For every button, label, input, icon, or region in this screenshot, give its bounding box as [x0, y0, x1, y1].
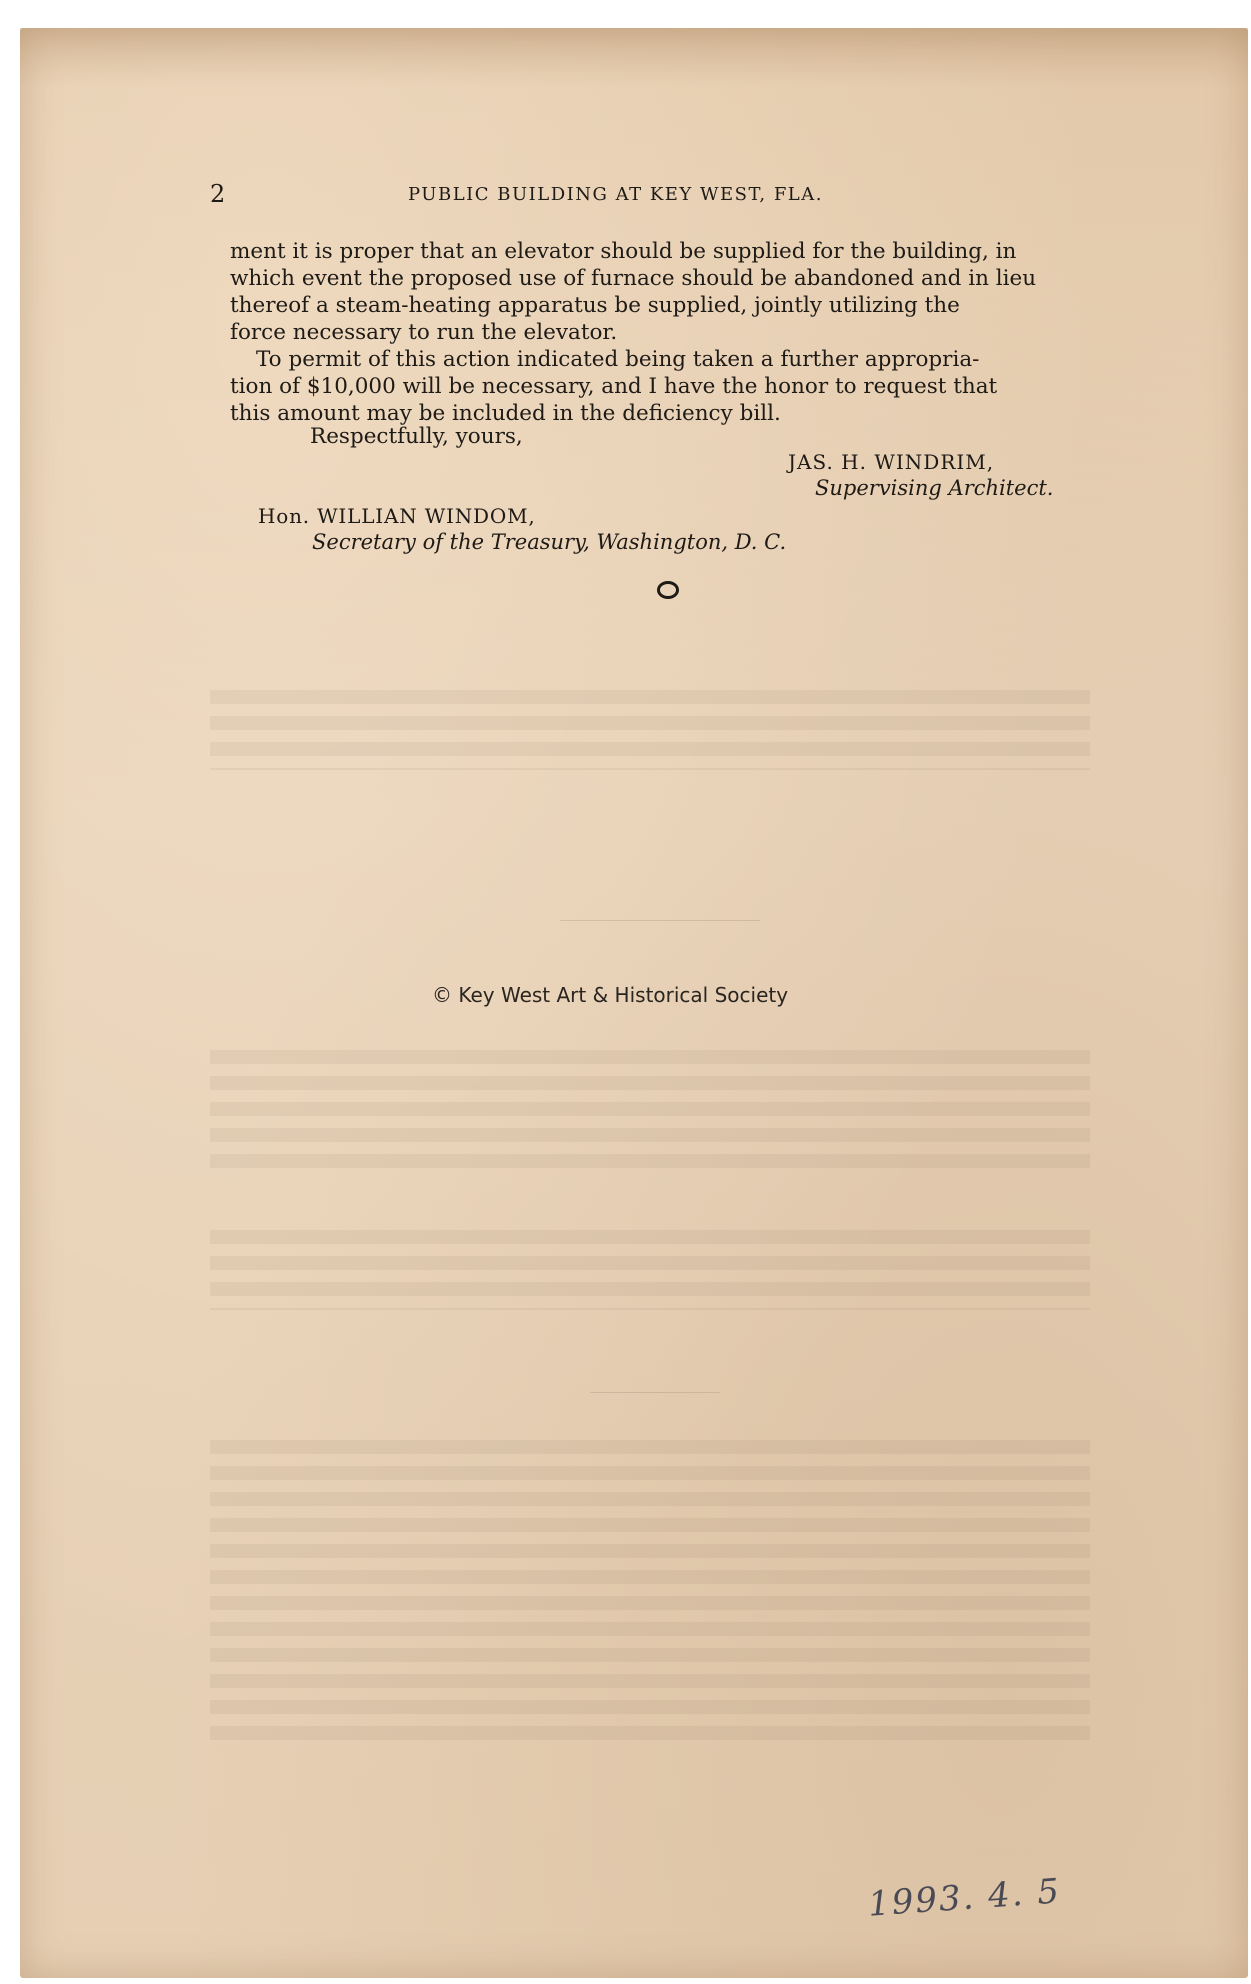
text-line: this amount may be included in the deficiency bill. — [230, 401, 781, 426]
recipient-title: Secretary of the Treasury, Washington, D. C. — [312, 530, 787, 554]
catalog-number: 1993. 4. 5 — [866, 1871, 1063, 1925]
copyright-watermark: © Key West Art & Historical Society — [432, 983, 789, 1007]
text-line: ment it is proper that an elevator should be supplied for the building, in — [230, 239, 1017, 264]
text-line: To permit of this action indicated being taken a further appropria- — [256, 347, 980, 372]
text-line: force necessary to run the elevator. — [230, 320, 618, 345]
show-through-rule — [560, 920, 760, 921]
running-title: PUBLIC BUILDING AT KEY WEST, FLA. — [408, 184, 823, 205]
page-number: 2 — [210, 180, 227, 208]
page-header — [210, 180, 1110, 210]
closing-salutation: Respectfully, yours, — [310, 424, 523, 449]
text-line: thereof a steam-heating apparatus be supplied, jointly utilizing the — [230, 293, 960, 318]
show-through-block — [210, 690, 1090, 770]
paragraph-2 — [230, 346, 1112, 427]
end-mark-icon — [657, 581, 679, 599]
show-through-block — [210, 1230, 1090, 1310]
signer-name: JAS. H. WINDRIM, — [788, 450, 995, 474]
show-through-block — [210, 1440, 1090, 1740]
recipient-name: Hon. WILLIAN WINDOM, — [258, 504, 536, 528]
text-line: which event the proposed use of furnace should be abandoned and in lieu — [230, 266, 1037, 291]
paragraph-1 — [230, 238, 1112, 346]
show-through-rule — [590, 1392, 720, 1393]
show-through-block — [210, 1050, 1090, 1170]
signer-title: Supervising Architect. — [815, 476, 1054, 500]
letter-body — [230, 238, 1112, 427]
text-line: tion of $10,000 will be necessary, and I have the honor to request that — [230, 374, 998, 399]
